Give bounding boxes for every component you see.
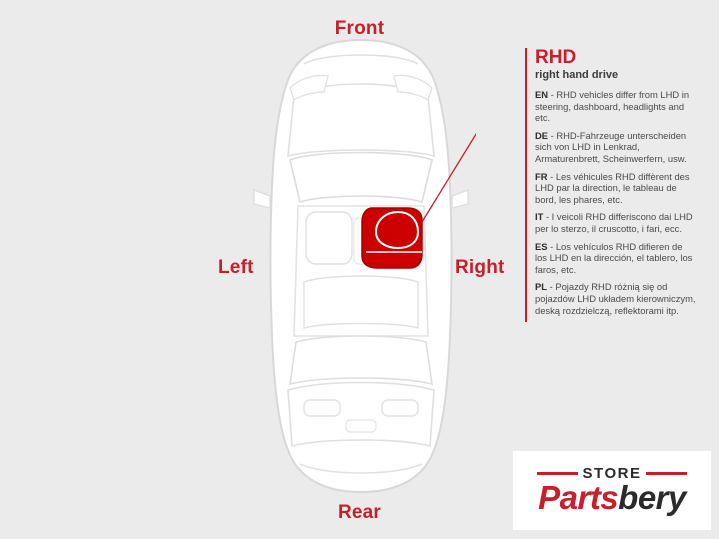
info-lang-pl: PL — [535, 281, 547, 293]
seat-front-left — [306, 212, 352, 264]
info-entry-fr — [535, 171, 697, 206]
brand-logo — [513, 451, 711, 530]
info-text-es: - Los vehículos RHD difieren de los LHD en la dirección, el tablero, los faros, etc. — [535, 240, 693, 275]
info-text-fr: - Les véhicules RHD diffèrent des LHD par la direction, le tableau de bord, les phares, etc. — [535, 170, 690, 205]
windshield — [290, 153, 432, 203]
orientation-label-right: Right — [455, 257, 505, 278]
info-title: RHD — [535, 47, 577, 68]
logo-brand-second: bery — [618, 479, 686, 516]
info-text-it: - I veicoli RHD differiscono dai LHD per lo sterzo, il cruscotto, i fari, ecc. — [535, 211, 693, 234]
info-entry-it — [535, 211, 697, 234]
info-entry-pl — [535, 281, 697, 316]
logo-rule-right — [646, 472, 687, 475]
side-mirror-left-icon — [254, 190, 270, 208]
rear-window — [290, 336, 432, 384]
info-text-en: - RHD vehicles differ from LHD in steering, dashboard, headlights and etc. — [535, 89, 690, 124]
info-lang-en: EN — [535, 89, 549, 100]
rhd-highlight-group — [362, 208, 422, 268]
car-topview-illustration — [246, 36, 476, 496]
info-lang-es: ES — [535, 240, 548, 252]
side-mirror-right-icon — [452, 190, 468, 208]
orientation-label-left: Left — [218, 257, 254, 278]
rear-bench-seat — [304, 276, 418, 328]
orientation-label-rear: Rear — [337, 502, 382, 523]
orientation-label-front: Front — [334, 18, 385, 39]
hood-panel — [288, 84, 434, 156]
taillight-left-icon — [304, 400, 340, 416]
info-lang-de: DE — [535, 129, 549, 141]
logo-rule-left — [537, 472, 578, 475]
info-lang-it: IT — [535, 211, 544, 223]
info-entry-es — [535, 241, 697, 276]
info-lang-fr: FR — [535, 170, 548, 182]
info-text-de: - RHD-Fahrzeuge unterscheiden sich von LHD in Lenkrad, Armaturenbrett, Scheinwerfern, usw. — [535, 129, 687, 164]
rhd-info-panel — [525, 48, 697, 322]
logo-store-text: STORE — [582, 465, 642, 482]
info-text-pl: - Pojazdy RHD różnią się od pojazdów LHD układem kierowniczym, deską rozdzielczą, reflektorami itp. — [535, 281, 696, 316]
info-entry-en — [535, 89, 697, 124]
license-plate — [346, 420, 376, 432]
info-subtitle: right hand drive — [535, 69, 619, 81]
info-entry-de — [535, 130, 697, 165]
taillight-right-icon — [382, 400, 418, 416]
logo-brand-first: Parts — [538, 479, 619, 516]
logo-brand — [538, 480, 686, 516]
